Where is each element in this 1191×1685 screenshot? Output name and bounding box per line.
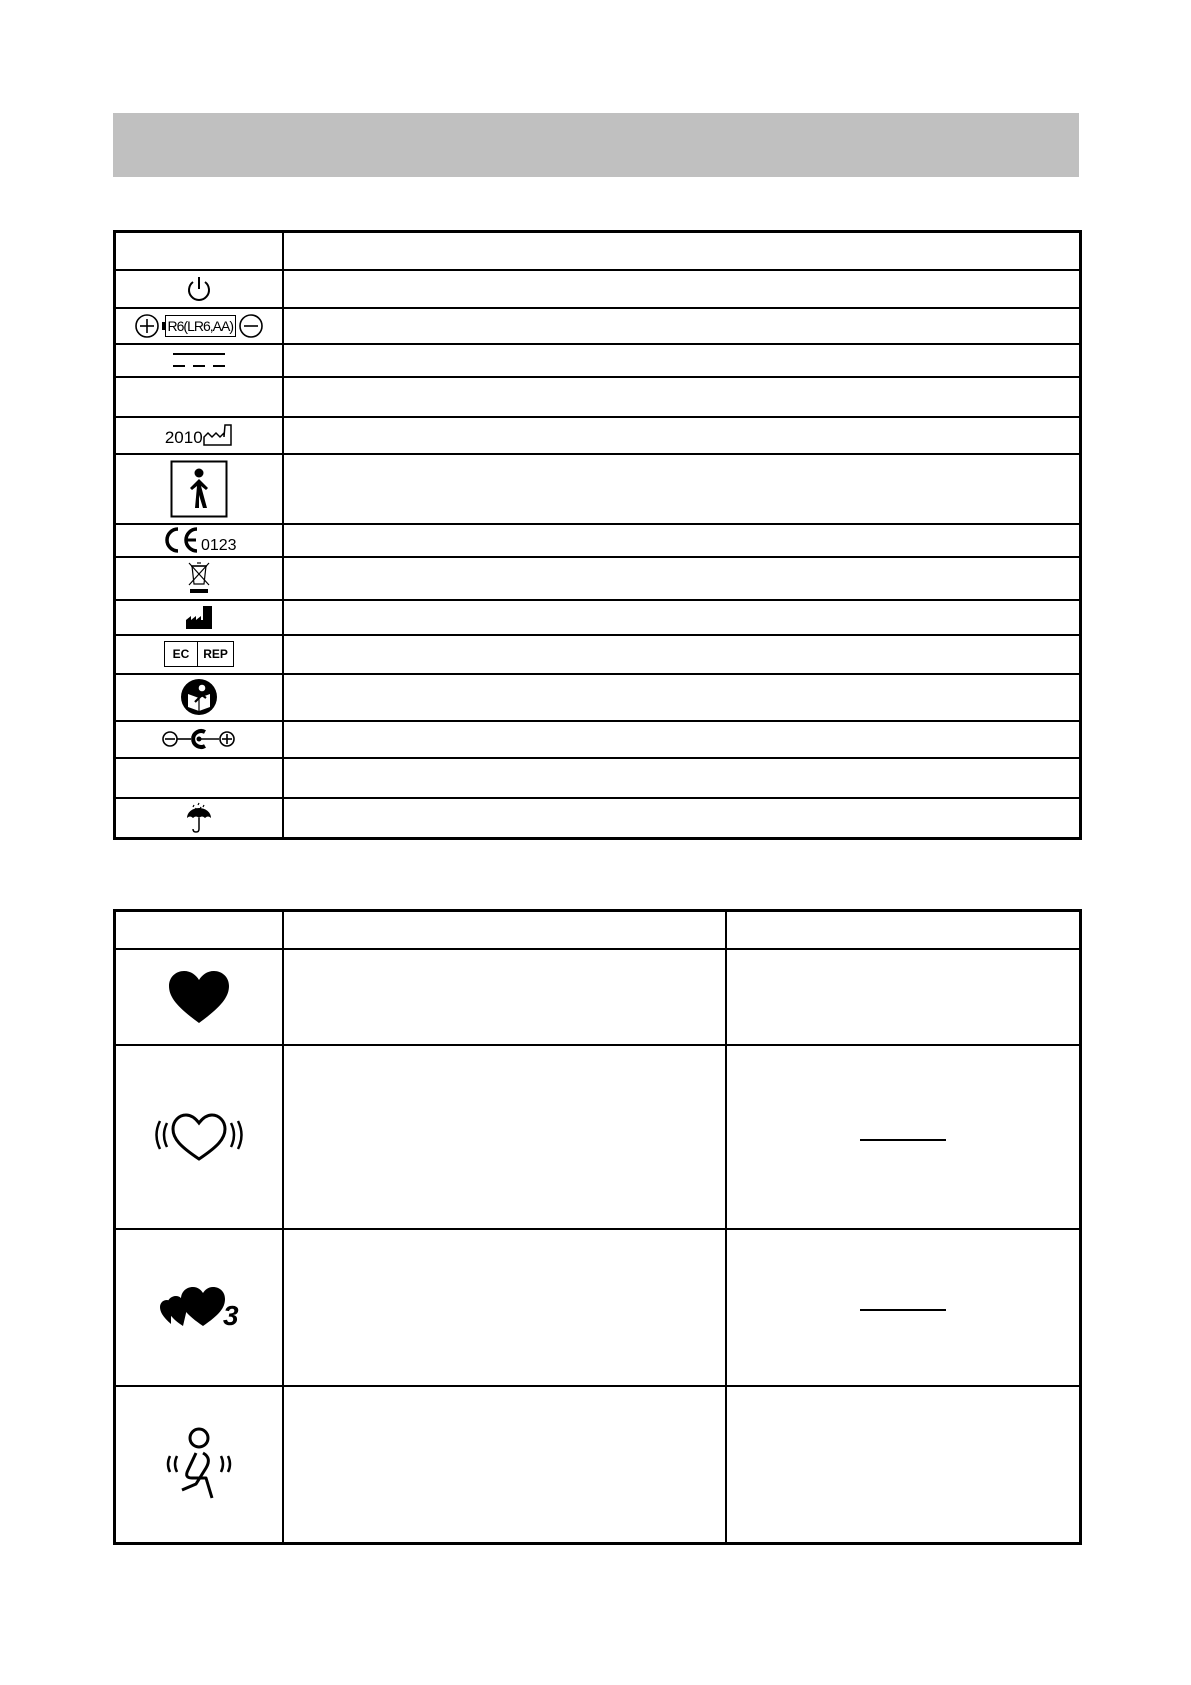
- symbols-table: [113, 230, 1082, 840]
- header-cell-function: [283, 911, 726, 949]
- manufacture-date-icon: [116, 423, 282, 447]
- header-cell-description: [283, 232, 1081, 270]
- factory-outline-icon: [203, 423, 233, 447]
- table-row: [115, 344, 1081, 377]
- weee-bin-icon: [186, 560, 212, 596]
- table-row: [115, 721, 1081, 758]
- ce-mark-icon: [116, 526, 282, 554]
- read-manual-icon: [180, 678, 218, 716]
- table-row: [115, 758, 1081, 798]
- table-row: [115, 1386, 1081, 1544]
- table-row: [115, 949, 1081, 1045]
- table-header-row: [115, 911, 1081, 949]
- hearts-cluster-icon: [159, 1284, 229, 1330]
- dc-polarity-icon: [161, 728, 237, 750]
- table-row: [115, 308, 1081, 344]
- underline-mark: [860, 1309, 946, 1311]
- ce-letters-icon: [161, 526, 201, 554]
- ec-label: EC: [165, 642, 199, 666]
- ec-rep-icon: [164, 641, 234, 667]
- hearts-count: 3: [222, 1300, 239, 1331]
- table-row: [115, 1045, 1081, 1229]
- battery-label: R6(LR6,AA): [165, 315, 236, 337]
- table-row: [115, 417, 1081, 454]
- table-row: [115, 557, 1081, 600]
- header-cell-action: [726, 911, 1081, 949]
- keep-dry-icon: [184, 802, 214, 834]
- manufacturer-icon: [185, 604, 213, 630]
- plus-circle-icon: [134, 313, 160, 339]
- rep-label: REP: [203, 647, 228, 661]
- hearts-3-icon: [116, 1284, 282, 1330]
- minus-circle-icon: [238, 313, 264, 339]
- section-header-bar: [113, 113, 1079, 177]
- table-row: [115, 600, 1081, 635]
- manufacture-year: 2010: [164, 428, 203, 447]
- battery-icon: [116, 313, 282, 339]
- power-icon: [184, 274, 214, 304]
- underline-mark: [860, 1139, 946, 1141]
- table-row: [115, 635, 1081, 674]
- table-row: [115, 377, 1081, 417]
- body-movement-icon: [154, 1426, 244, 1502]
- table-row: [115, 270, 1081, 308]
- table-header-row: [115, 232, 1081, 270]
- heart-icon: [167, 969, 231, 1025]
- table-row: [115, 674, 1081, 721]
- header-cell-symbol: [115, 911, 283, 949]
- table-row: [115, 798, 1081, 839]
- irregular-heartbeat-icon: [147, 1111, 251, 1163]
- display-symbols-table: [113, 909, 1082, 1545]
- ce-number: 0123: [200, 537, 237, 554]
- type-bf-applied-part-icon: [170, 460, 228, 518]
- header-cell-symbol: [115, 232, 283, 270]
- table-row: [115, 1229, 1081, 1386]
- table-row: [115, 524, 1081, 557]
- direct-current-icon: [171, 349, 227, 371]
- table-row: [115, 454, 1081, 524]
